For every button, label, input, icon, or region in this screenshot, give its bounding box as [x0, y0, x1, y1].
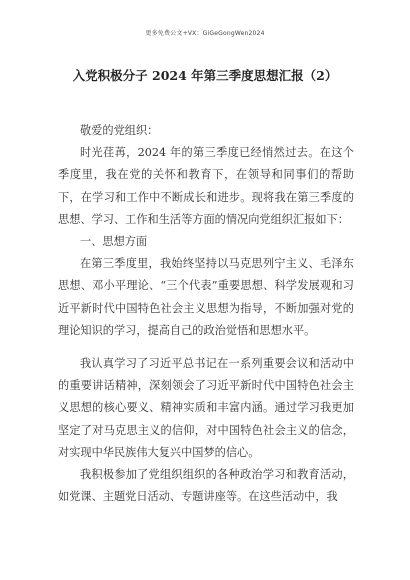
salutation: 敬爱的党组织：: [80, 124, 159, 137]
paragraph-thought-3: 我积极参加了党组织组织的各种政治学习和教育活动，如党课、主题党日活动、专题讲座等。在这些活动中，我: [58, 468, 354, 504]
document-body: [58, 120, 354, 508]
document-title: 入党积极分子 2024 年第三季度思想汇报（2）: [72, 68, 338, 83]
paragraph-thought-1: 在第三季度里，我始终坚持以马克思列宁主义、毛泽东思想、邓小平理论、“三个代表”重要思想、科学发展观和习近平新时代中国特色社会主义思想为指导，不断加强对党的理论知识的学习，提高自己的政治觉悟和思想水平。: [58, 257, 354, 337]
paragraph-intro: 时光荏苒，2024 年的第三季度已经悄然过去。在这个季度里，我在党的关怀和教育下，在领导和同事们的帮助下，在学习和工作中不断成长和进步。现将我在第三季度的思想、学习、工作和生活等方面的情况向党组织汇报如下：: [58, 146, 354, 226]
header-promo-note: 更多免费公文+VX：GiGeGongWen2024: [145, 30, 265, 37]
paragraph-thought-2: 我认真学习了习近平总书记在一系列重要会议和活动中的重要讲话精神，深刻领会了习近平新时代中国特色社会主义思想的核心要义、精神实质和丰富内涵。通过学习我更加坚定了对马克思主义的信仰，对中国特色社会主义的信念，对实现中华民族伟大复兴中国梦的信心。: [58, 357, 354, 459]
section-heading-thought: 一、思想方面: [80, 235, 148, 249]
